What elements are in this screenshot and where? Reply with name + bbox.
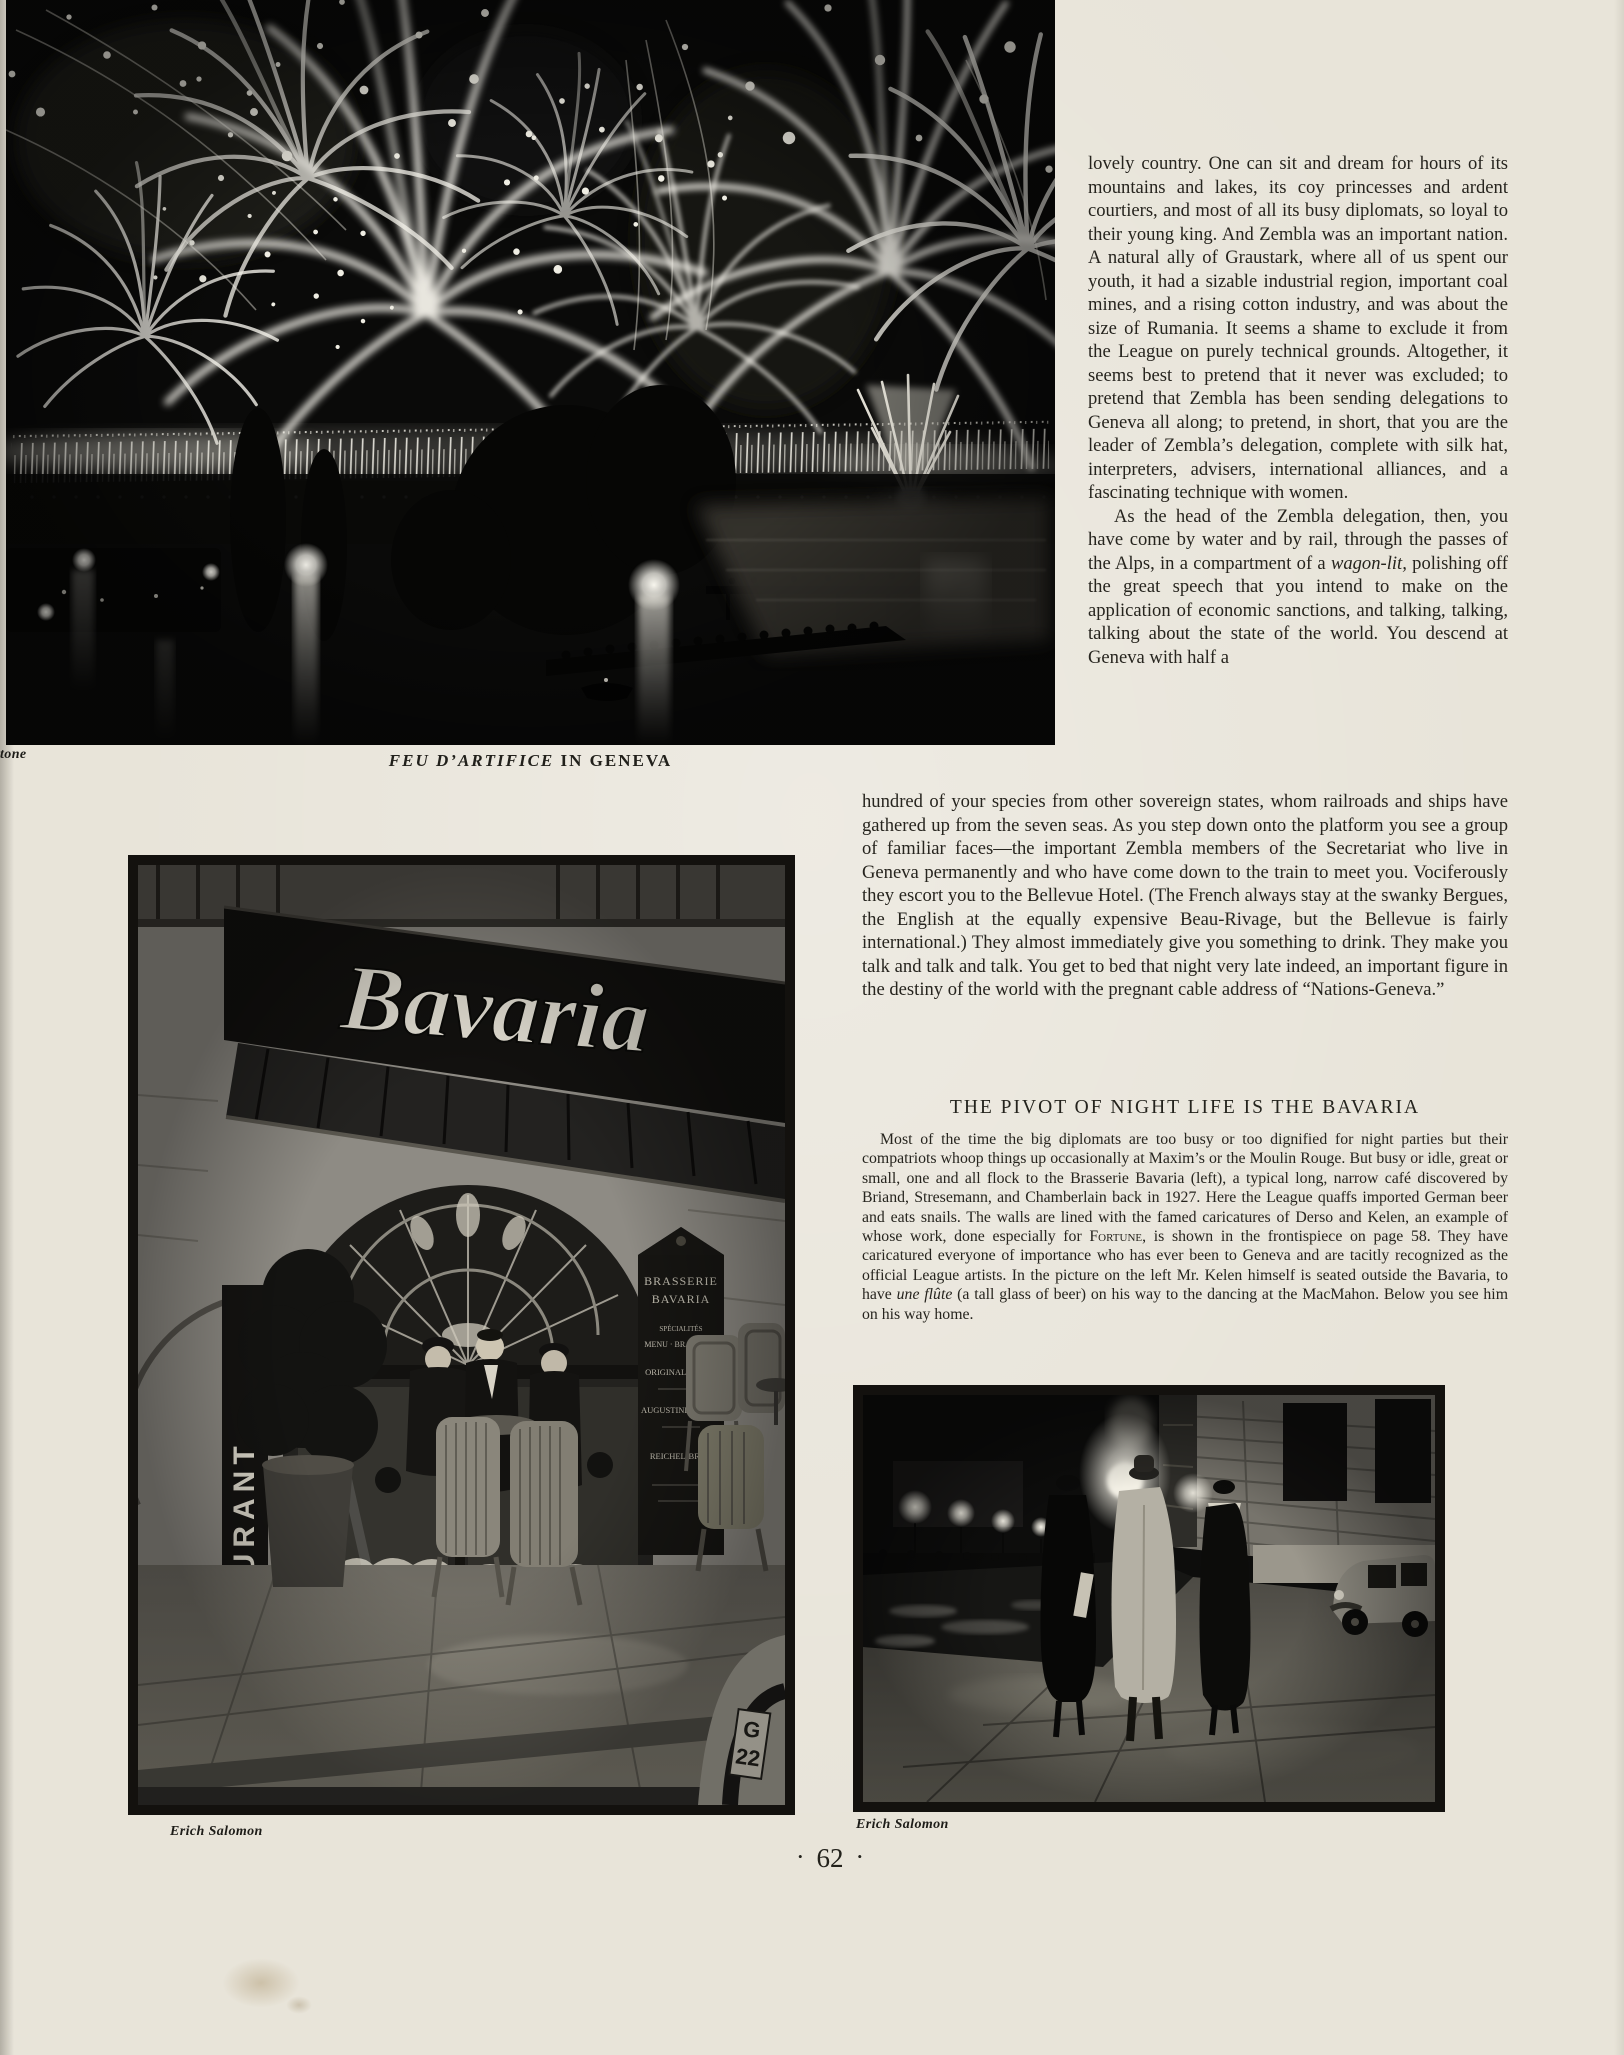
article-paragraph: As the head of the Zembla delegation, then, you have come by water and by rail, through the passes of the Alps, in a compartment of a wagon-lit, polishing off the great speech that you intend to make on the application of economic sanctions, and talking, talking, talking about the state of the world. You descend at Geneva with half a — [1088, 505, 1508, 668]
photo-credit-salomon-left: Erich Salomon — [170, 1824, 263, 1839]
paper-stain — [286, 1996, 312, 2014]
night-street-photo — [853, 1385, 1445, 1812]
fireworks-photo — [6, 0, 1055, 745]
article-paragraph: Most of the time the big diplomats are too busy or too dignified for night parties but their compatriots whoop things up occasionally at Maxim’s or the Moulin Rouge. But busy or idle, great or small, one and all flock to the Brasserie Bavaria (left), a typical long, narrow café discovered by Briand, Stresemann, and Chamberlain back in 1927. Here the League quaffs imported German beer and eats snails. The walls are lined with the famed caricatures of Derso and Kelen, an example of whose work, done especially for Fortune, is shown in the frontispiece on page 58. They have caricatured everyone of importance who has ever been to Geneva and are tacitly recognized as the official League artists. In the picture on the left Mr. Kelen himself is seated outside the Bavaria, to have une flûte (a tall glass of beer) on his way to the dancing at the MacMahon. Below you see him on his way home. — [862, 1131, 1509, 1323]
folio-number: 62 — [816, 1843, 844, 1873]
fireworks-caption — [6, 751, 1055, 771]
bavaria-cafe-photo — [128, 855, 795, 1815]
fireworks-photo-illustration — [6, 0, 1055, 745]
bavaria-photo-illustration — [138, 865, 785, 1805]
page-number — [745, 1843, 915, 1874]
section-body — [862, 1130, 1508, 1324]
article-column-narrow — [1088, 152, 1508, 669]
article-paragraph: hundred of your species from other sovereign states, whom railroads and ships have gathered up from the seven seas. As you step down onto the platform you see a group of familiar faces—the important Zembla members of the Secretariat who live in Geneva permanently and who have come down to the train to meet you. Vociferously they escort you to the Bellevue Hotel. (The French always stay at the swanky Bergues, the English at the equally expensive Beau-Rivage, but the Bellevue is fairly international.) They almost immediately give you something to drink. They make you talk and talk and talk. You get to bed that night very late indeed, an important figure in the destiny of the world with the pregnant cable address of “Nations-Geneva.” — [862, 791, 1508, 1000]
article-paragraph: lovely country. One can sit and dream for hours of its mountains and lakes, its coy princesses and ardent courtiers, and most of all its busy diplomats, so loyal to their young king. And Zembla was an important nation. A natural ally of Graustark, where all of us spent our youth, it had a sizable industrial region, important coal mines, and a rising cotton industry, and was about the size of Rumania. It seems a shame to exclude it from the League on purely technical grounds. Altogether, it seems best to pretend that it never was excluded; to pretend that Zembla has been sending delegations to Geneva all along; to pretend, in short, that you are the leader of Zembla’s delegation, complete with silk hat, interpreters, advisers, international alliances, and a fascinating technique with women. — [1088, 153, 1508, 503]
folio-dot-left: • — [797, 1849, 803, 1864]
article-column-wide — [862, 790, 1508, 1002]
section-heading: THE PIVOT OF NIGHT LIFE IS THE BAVARIA — [949, 1097, 1421, 1118]
fireworks-caption-rest: IN GENEVA — [554, 751, 673, 770]
photo-credit-cutoff: tone — [0, 747, 27, 762]
folio-dot-right: • — [857, 1849, 863, 1864]
street-photo-illustration — [863, 1395, 1435, 1802]
fireworks-caption-title: FEU D’ARTIFICE — [388, 751, 555, 770]
photo-credit-salomon-right: Erich Salomon — [856, 1817, 949, 1832]
